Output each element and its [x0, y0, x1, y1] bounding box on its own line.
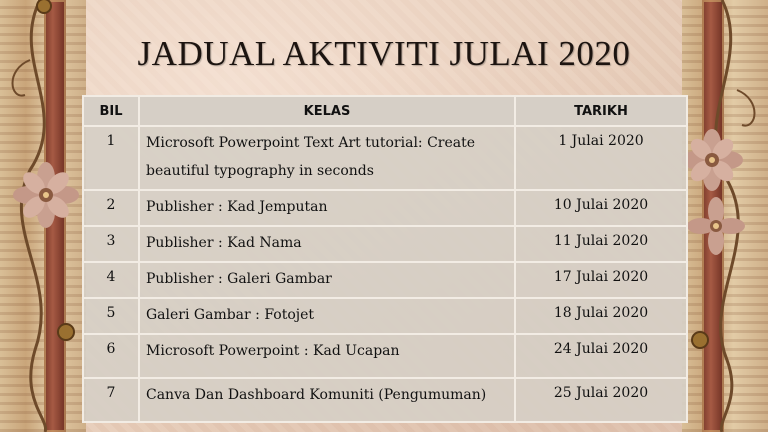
- row-number: 1: [83, 126, 139, 190]
- row-date: 11 Julai 2020: [515, 226, 687, 262]
- page-title: JADUAL AKTIVITI JULAI 2020: [137, 34, 631, 73]
- row-date: 10 Julai 2020: [515, 190, 687, 226]
- left-floral-border: [0, 0, 86, 432]
- row-class: Publisher : Kad Jemputan: [139, 190, 515, 226]
- row-class: Microsoft Powerpoint : Kad Ucapan: [139, 334, 515, 378]
- column-header-tarikh: TARIKH: [515, 96, 687, 126]
- row-class: Canva Dan Dashboard Komuniti (Pengumuman): [139, 378, 515, 422]
- table-row: [83, 298, 687, 334]
- row-date: 25 Julai 2020: [515, 378, 687, 422]
- column-header-kelas: KELAS: [139, 96, 515, 126]
- row-number: 7: [83, 378, 139, 422]
- left-flower-vine-icon: [0, 0, 86, 432]
- row-date: 17 Julai 2020: [515, 262, 687, 298]
- table-row: [83, 126, 687, 190]
- row-class: Publisher : Kad Nama: [139, 226, 515, 262]
- row-date: 24 Julai 2020: [515, 334, 687, 378]
- row-class: Publisher : Galeri Gambar: [139, 262, 515, 298]
- right-flower-top-icon: [682, 129, 743, 191]
- schedule-table: [82, 95, 688, 423]
- row-number: 3: [83, 226, 139, 262]
- table-row: [83, 334, 687, 378]
- row-class: Galeri Gambar : Fotojet: [139, 298, 515, 334]
- table-row: [83, 262, 687, 298]
- right-floral-border: [682, 0, 768, 432]
- row-class: Microsoft Powerpoint Text Art tutorial: Create beautiful typography in seconds: [139, 126, 515, 190]
- row-number: 2: [83, 190, 139, 226]
- row-date: 1 Julai 2020: [515, 126, 687, 190]
- right-flower-vine-icon: [682, 0, 768, 432]
- table-header-row: [83, 96, 687, 126]
- column-header-bil: BIL: [83, 96, 139, 126]
- row-number: 4: [83, 262, 139, 298]
- table-row: [83, 378, 687, 422]
- table-row: [83, 226, 687, 262]
- table-row: [83, 190, 687, 226]
- row-number: 6: [83, 334, 139, 378]
- row-date: 18 Julai 2020: [515, 298, 687, 334]
- row-number: 5: [83, 298, 139, 334]
